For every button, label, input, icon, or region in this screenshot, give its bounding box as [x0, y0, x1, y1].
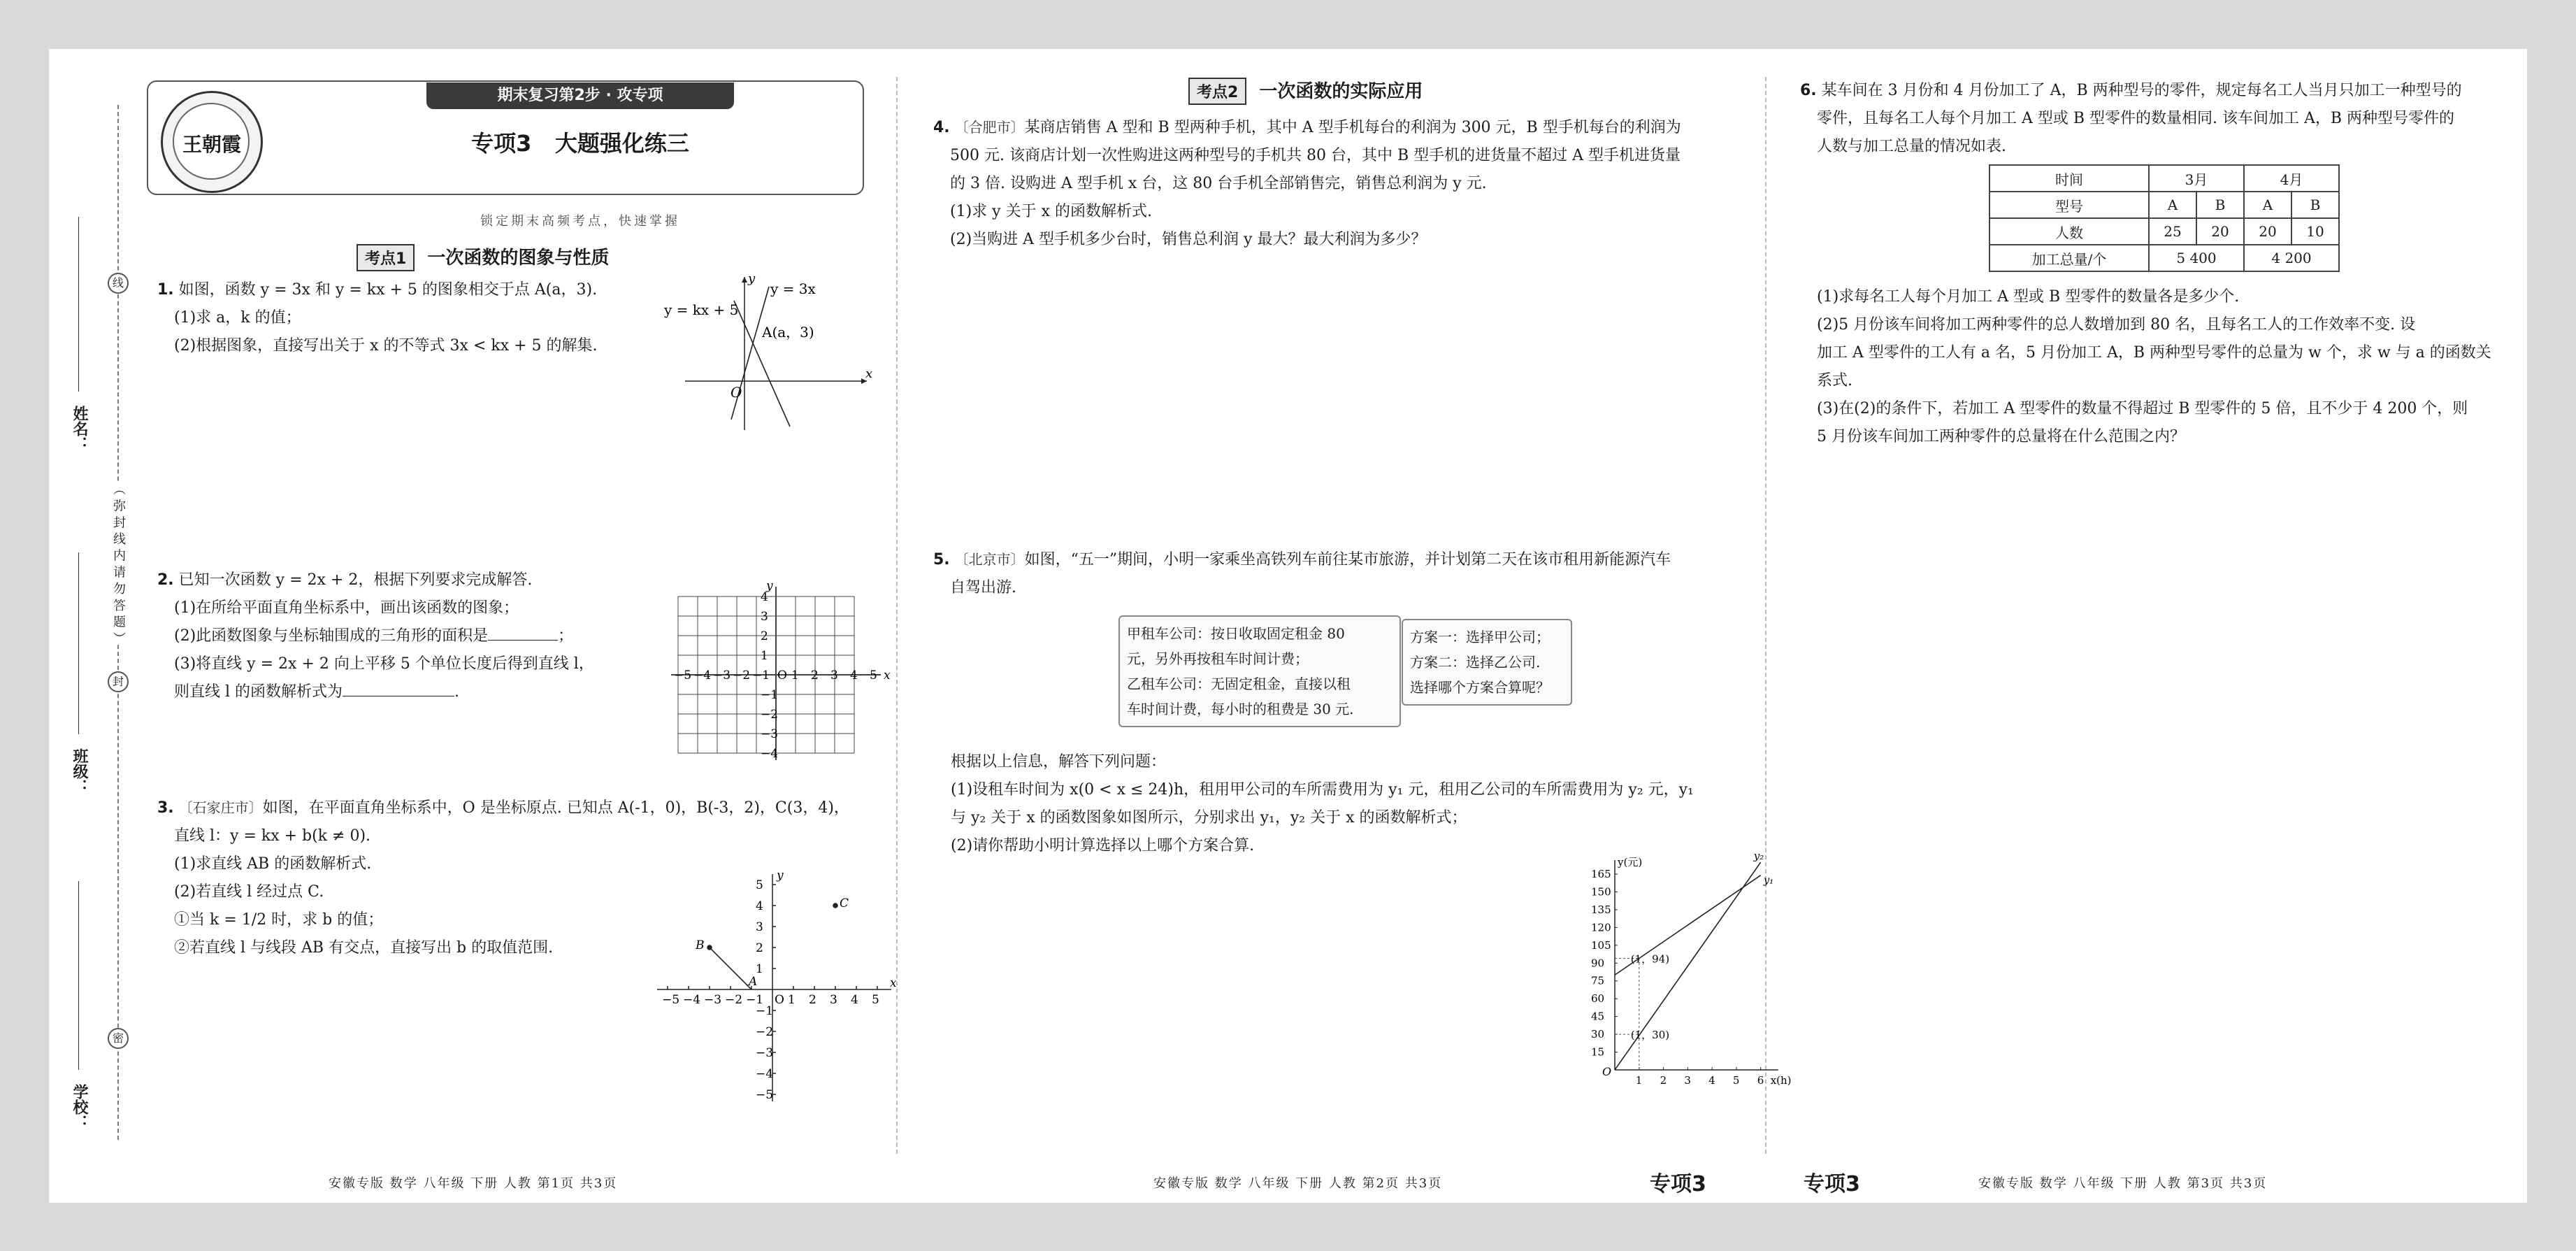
chart-x-tick-label: 3	[1684, 1074, 1691, 1087]
table-cell: 10	[2291, 218, 2339, 245]
page-title: 专项3 大题强化练三	[471, 130, 689, 157]
table-cell: 时间	[1989, 165, 2149, 192]
table-cell: B	[2196, 192, 2244, 218]
tick-label: 1	[756, 962, 763, 976]
q4-number: 4.	[933, 119, 950, 136]
q5-box1-line2: 元，另外再按租车时间计费；	[1127, 650, 1309, 667]
q3-part4: ②若直线 l 与线段 AB 有交点，直接写出 b 的取值范围.	[174, 939, 554, 957]
y-axis-label: y	[766, 579, 773, 593]
chart-x-tick-label: 2	[1660, 1074, 1667, 1087]
q1-point-label: A(a，3)	[762, 324, 814, 341]
tick-label: −4	[756, 1067, 774, 1081]
q1-line2-label: y = 3x	[770, 280, 816, 297]
q6-part3b: 5 月份该车间加工两种零件的总量将在什么范围之内？	[1817, 428, 2185, 445]
q5-text1: 如图，“五一”期间，小明一家乘坐高铁列车前往某市旅游，并计划第二天在该市租用新能源汽车	[1024, 551, 1671, 569]
tick-label: −1	[746, 993, 764, 1007]
seal-note: （ 弥 封 线 内 请 勿 答 题 ）	[109, 482, 127, 645]
q3-text2: 直线 l：y = kx + b(k ≠ 0).	[174, 827, 371, 845]
table-cell: 4 200	[2244, 245, 2339, 271]
q1-number: 1.	[157, 281, 174, 299]
q6-part3a: (3)在(2)的条件下，若加工 A 型零件的数量不得超过 B 型零件的 5 倍，且不少于 4 200 个，则	[1817, 400, 2468, 417]
tick-label: −1	[752, 669, 770, 682]
chart-series-label: y₂	[1753, 850, 1764, 863]
tick-label: −3	[704, 993, 722, 1007]
logo-text: 王朝霞	[182, 133, 241, 156]
q1-x-label: x	[865, 366, 873, 381]
tick-label: 3	[756, 920, 763, 934]
section2-badge: 考点2	[1188, 78, 1246, 105]
table-cell: A	[2244, 192, 2291, 218]
q4-text1: 某商店销售 A 型和 B 型两种手机，其中 A 型手机每台的利润为 300 元，B 型手机每台的利润为	[1024, 119, 1681, 136]
chart-y-label: y(元)	[1618, 856, 1643, 868]
q5-line1	[933, 545, 1751, 574]
q3-region: 〔石家庄市〕	[178, 799, 263, 816]
table-cell: A	[2149, 192, 2196, 218]
footer-page3: 安徽专版 数学 八年级 下册 人教 第3页 共3页	[1978, 1176, 2268, 1191]
tick-label: 4	[851, 993, 858, 1007]
chart-annotation: (1，94)	[1630, 952, 1670, 966]
q6-table	[1989, 164, 2340, 272]
tick-label: −1	[756, 1004, 774, 1018]
tick-label: −5	[662, 993, 680, 1007]
section1-heading	[357, 243, 846, 271]
tick-label: −2	[733, 669, 751, 682]
section1-badge: 考点1	[357, 244, 415, 271]
q5-part2: (2)请你帮助小明计算选择以上哪个方案合算.	[951, 837, 1255, 855]
point-b-label: B	[696, 938, 705, 952]
header-subtitle: 锁定期末高频考点，快速掌握	[480, 214, 680, 229]
tick-label: 1	[791, 669, 799, 682]
q2-block	[157, 566, 692, 706]
tick-label: −1	[761, 688, 779, 702]
q6-part2b: 加工 A 型零件的工人有 a 名，5 月份加工 A，B 两种型号零件的总量为 w 个，求 w 与 a 的函数关	[1817, 344, 2491, 362]
q1-part1: (1)求 a，k 的值；	[174, 309, 301, 327]
table-cell: 20	[2196, 218, 2244, 245]
tick-label: 4	[761, 590, 768, 604]
chart-x-tick-label: 5	[1732, 1074, 1740, 1087]
q6-block	[1800, 77, 2513, 161]
chart-y-tick-label: 105	[1591, 938, 1611, 952]
page-divider	[1765, 77, 1766, 1154]
q5-box2-line3: 选择哪个方案合算呢？	[1410, 679, 1550, 696]
q1-origin: O	[731, 384, 742, 401]
q3-part2: (2)若直线 l 经过点 C.	[174, 883, 324, 901]
q6-line2: 零件，且每名工人每个月加工 A 型或 B 型零件的数量相同. 该车间加工 A，B 两种型号零件的	[1817, 110, 2455, 127]
tick-label: 3	[761, 610, 768, 624]
tick-label: −4	[683, 993, 701, 1007]
q5-region: 〔北京市〕	[954, 551, 1025, 568]
table-cell: 型号	[1989, 192, 2149, 218]
q5-line2: 自驾出游.	[950, 579, 1016, 596]
q5-number: 5.	[933, 551, 950, 569]
q5-block	[933, 545, 1751, 602]
seal-circle-secret: 密	[108, 1028, 129, 1049]
q4-region: 〔合肥市〕	[954, 119, 1025, 136]
q6-line3: 人数与加工总量的情况如表.	[1817, 138, 2006, 155]
q4-line2: 500 元. 该商店计划一次性购进这两种型号的手机共 80 台，其中 B 型手机的进货量不超过 A 型手机进货量	[950, 147, 1681, 164]
special-tag-left: 专项3	[1650, 1172, 1706, 1196]
footer-page2: 安徽专版 数学 八年级 下册 人教 第2页 共3页	[1153, 1176, 1443, 1191]
table-cell: 25	[2149, 218, 2196, 245]
q2-part3: (3)将直线 y = 2x + 2 向上平移 5 个单位长度后得到直线 l，	[174, 655, 594, 673]
tick-label: −2	[761, 708, 779, 722]
q2-part1: (1)在所给平面直角坐标系中，画出该函数的图象；	[174, 599, 519, 617]
chart-y-tick-label: 75	[1591, 974, 1605, 987]
tick-label: −5	[756, 1088, 774, 1102]
q1-graph	[664, 273, 874, 434]
q2-number: 2.	[157, 571, 174, 589]
footer-page1: 安徽专版 数学 八年级 下册 人教 第1页 共3页	[329, 1176, 618, 1191]
q5-box1-line1: 甲租车公司：按日收取固定租金 80	[1127, 625, 1345, 642]
y-axis-label: y	[777, 868, 784, 882]
q2-stem	[157, 566, 689, 594]
x-axis-label: x	[890, 976, 897, 990]
tick-label: 4	[850, 669, 858, 682]
q5-box1-line3: 乙租车公司：无固定租金，直接以租	[1127, 675, 1351, 692]
section1-title: 一次函数的图象与性质	[427, 248, 610, 269]
chart-y-tick-label: 150	[1591, 885, 1611, 899]
tick-label: 2	[756, 941, 763, 955]
q1-part2: (2)根据图象，直接写出关于 x 的不等式 3x < kx + 5 的解集.	[174, 337, 598, 355]
table-cell: 人数	[1989, 218, 2149, 245]
class-line	[78, 552, 79, 734]
q2-part2: (2)此函数图象与坐标轴围成的三角形的面积是 ；	[174, 627, 574, 645]
table-row	[1989, 165, 2339, 192]
q5-part1b: 与 y₂ 关于 x 的函数图象如图所示，分别求出 y₁，y₂ 关于 x 的函数解析式；	[951, 809, 1467, 827]
q2-part3b: 则直线 l 的函数解析式为 .	[174, 683, 460, 701]
chart-x-tick-label: 6	[1757, 1074, 1764, 1087]
q6-part2a: (2)5 月份该车间将加工两种零件的总人数增加到 80 名，且每名工人的工作效率不变. 设	[1817, 316, 2416, 334]
chart-x-tick-label: 4	[1708, 1074, 1715, 1087]
q3-part1: (1)求直线 AB 的函数解析式.	[174, 855, 372, 873]
origin-label: O	[775, 993, 784, 1007]
q2-text: 已知一次函数 y = 2x + 2，根据下列要求完成解答.	[178, 571, 533, 589]
table-cell: 加工总量/个	[1989, 245, 2149, 271]
special-tag-right: 专项3	[1804, 1172, 1860, 1196]
q2-answer-blank-1[interactable]	[488, 640, 558, 641]
chart-series-label: y₁	[1763, 873, 1774, 887]
tick-label: 3	[830, 669, 838, 682]
q3-stem	[157, 794, 898, 822]
tick-label: 5	[870, 669, 877, 682]
chart-y-tick-label: 45	[1591, 1010, 1605, 1023]
q5-box1-line4: 车时间计费，每小时的租费是 30 元.	[1127, 701, 1354, 717]
tick-label: −3	[713, 669, 731, 682]
seal-circle-seal: 封	[108, 671, 129, 692]
section2-heading	[1188, 77, 1678, 105]
q3-number: 3.	[157, 799, 174, 817]
table-row	[1989, 218, 2339, 245]
q4-line3: 的 3 倍. 设购进 A 型手机 x 台，这 80 台手机全部销售完，销售总利润为 y 元.	[950, 175, 1487, 192]
q3-part3: ①当 k = 1/2 时，求 b 的值；	[174, 911, 384, 929]
chart-y-tick-label: 120	[1591, 921, 1611, 934]
tick-label: 2	[761, 629, 768, 643]
q5-after: 根据以上信息，解答下列问题：	[951, 753, 1167, 771]
q4-line1	[933, 113, 1751, 142]
logo	[161, 91, 263, 193]
tick-label: 5	[756, 878, 763, 892]
name-label: 姓名：	[71, 406, 88, 452]
segment-ab	[710, 948, 751, 989]
tick-label: −2	[756, 1025, 774, 1039]
q6-part2c: 系式.	[1817, 372, 1852, 389]
table-cell: 3月	[2149, 165, 2244, 192]
name-line	[78, 217, 79, 392]
chart-y-tick-label: 30	[1591, 1028, 1605, 1041]
chart-y-tick-label: 60	[1591, 992, 1605, 1006]
x-axis-label: x	[884, 669, 891, 682]
table-cell: 4月	[2244, 165, 2339, 192]
table-cell: B	[2291, 192, 2339, 218]
q6-text1: 某车间在 3 月份和 4 月份加工了 A，B 两种型号的零件，规定每名工人当月只加工一种型号的	[1821, 82, 2462, 99]
tick-label: 2	[811, 669, 819, 682]
tick-label: −2	[725, 993, 743, 1007]
section2-title: 一次函数的实际应用	[1259, 81, 1423, 102]
q5-company-box	[1118, 615, 1401, 727]
table-cell: 5 400	[2149, 245, 2244, 271]
q6-parts	[1817, 283, 2523, 451]
q3-graph	[657, 864, 923, 1105]
header-banner: 期末复习第2步 · 攻专项	[426, 83, 734, 109]
tick-label: 1	[761, 649, 768, 663]
chart-y-tick-label: 165	[1591, 868, 1611, 880]
q4-part2: (2)当购进 A 型手机多少台时，销售总利润 y 最大？最大利润为多少？	[950, 231, 1427, 248]
q5-plan-box	[1402, 619, 1572, 706]
table-row	[1989, 192, 2339, 218]
chart-y-tick-label: 15	[1591, 1045, 1605, 1059]
school-label: 学校：	[71, 1084, 88, 1130]
tick-label: 5	[872, 993, 879, 1007]
chart-origin: O	[1602, 1065, 1612, 1078]
school-line	[78, 881, 79, 1070]
worksheet-page	[49, 49, 2527, 1203]
point-a-label: A	[749, 975, 758, 989]
q6-number: 6.	[1800, 82, 1817, 99]
point-c	[833, 903, 837, 908]
q1-line1-label: y = kx + 5	[664, 301, 739, 318]
q4-part1: (1)求 y 关于 x 的函数解析式.	[950, 203, 1152, 220]
point-b	[707, 945, 712, 950]
tick-label: −4	[693, 669, 712, 682]
seal-circle-line: 线	[108, 273, 129, 294]
tick-label: 3	[830, 993, 837, 1007]
origin-label: O	[777, 669, 787, 682]
q6-line1	[1800, 77, 2513, 105]
tick-label: −3	[761, 727, 779, 741]
tick-label: 4	[756, 899, 763, 913]
class-label: 班级：	[71, 748, 88, 794]
tick-label: −3	[756, 1046, 774, 1060]
q1-text: 如图，函数 y = 3x 和 y = kx + 5 的图象相交于点 A(a，3).	[178, 281, 598, 299]
q1-y-label: y	[748, 271, 756, 286]
q5-part1a: (1)设租车时间为 x(0 < x ≤ 24)h，租用甲公司的车所需费用为 y₁ 元，租用乙公司的车所需费用为 y₂ 元，y₁	[951, 781, 1694, 799]
q3-text: 如图，在平面直角坐标系中，O 是坐标原点. 已知点 A(-1，0)，B(-3，2)，C(3，4)，	[262, 799, 849, 817]
q5-chart	[1552, 839, 1792, 1105]
tick-label: 1	[788, 993, 796, 1007]
chart-x-tick-label: 1	[1635, 1074, 1643, 1087]
tick-label: −5	[674, 669, 692, 682]
tick-label: 2	[809, 993, 816, 1007]
q6-part1: (1)求每名工人每个月加工 A 型或 B 型零件的数量各是多少个.	[1817, 288, 2240, 306]
q2-part3b-text: 则直线 l 的函数解析式为	[174, 683, 343, 701]
q5-box2-line1: 方案一：选择甲公司；	[1410, 629, 1550, 645]
q2-grid	[671, 577, 916, 780]
table-cell: 20	[2244, 218, 2291, 245]
chart-y-tick-label: 135	[1591, 903, 1611, 916]
point-c-label: C	[840, 896, 849, 910]
binding-margin	[63, 77, 154, 1168]
chart-x-label: x(h)	[1770, 1074, 1792, 1087]
q2-part2-text: (2)此函数图象与坐标轴围成的三角形的面积是	[174, 627, 489, 645]
chart-y-tick-label: 90	[1591, 957, 1605, 970]
q5-box2-line2: 方案二：选择乙公司.	[1410, 654, 1541, 671]
q4-block	[933, 113, 1751, 254]
chart-annotation: (1，30)	[1630, 1029, 1670, 1042]
table-row	[1989, 245, 2339, 271]
tick-label: −4	[761, 747, 779, 761]
